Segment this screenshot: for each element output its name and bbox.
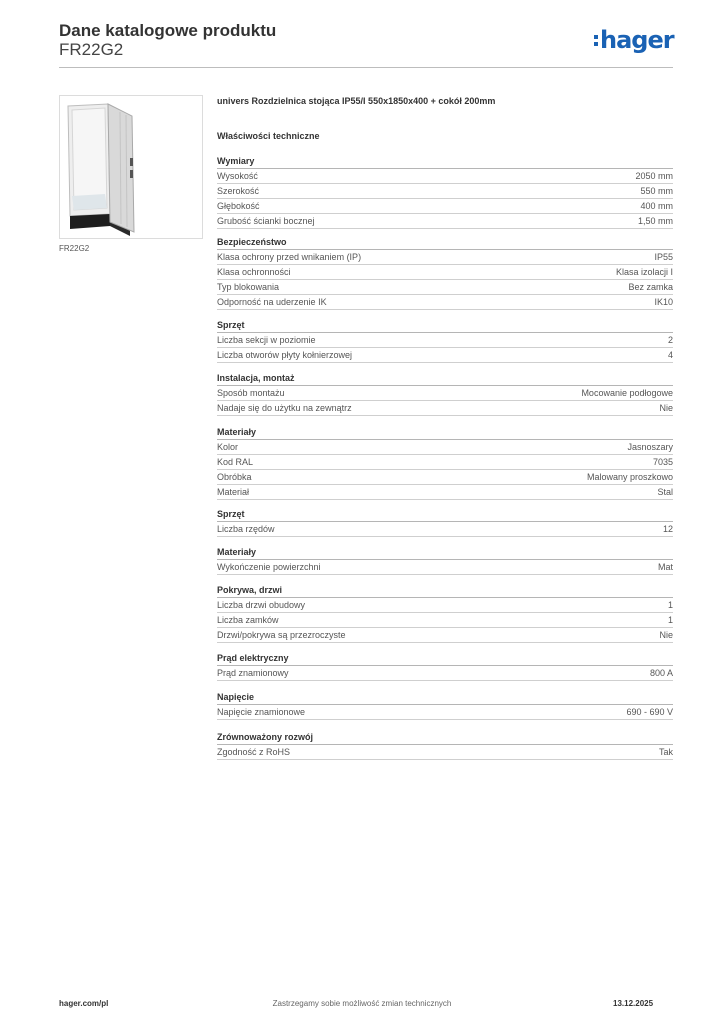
spec-value: 7035 bbox=[652, 457, 673, 467]
spec-row bbox=[217, 214, 673, 229]
section-title: Zrównoważony rozwój bbox=[217, 731, 673, 745]
spec-section bbox=[217, 691, 673, 720]
spec-section bbox=[217, 155, 673, 229]
spec-label: Prąd znamionowy bbox=[217, 668, 289, 678]
section-title: Wymiary bbox=[217, 155, 673, 169]
spec-label: Typ blokowania bbox=[217, 282, 280, 292]
properties-heading: Właściwości techniczne bbox=[217, 131, 320, 141]
spec-row bbox=[217, 485, 673, 500]
spec-row bbox=[217, 199, 673, 214]
spec-value: 400 mm bbox=[640, 201, 673, 211]
spec-label: Odporność na uderzenie IK bbox=[217, 297, 327, 307]
spec-label: Napięcie znamionowe bbox=[217, 707, 306, 717]
footer-website-link[interactable]: hager.com/pl bbox=[59, 999, 109, 1008]
spec-value: 800 A bbox=[649, 668, 673, 678]
spec-section bbox=[217, 652, 673, 681]
spec-row bbox=[217, 705, 673, 720]
logo-dots-icon bbox=[594, 35, 598, 46]
spec-section bbox=[217, 508, 673, 537]
spec-value: Stal bbox=[657, 487, 673, 497]
spec-section bbox=[217, 236, 673, 310]
spec-value: Klasa izolacji I bbox=[615, 267, 673, 277]
spec-label: Głębokość bbox=[217, 201, 260, 211]
spec-label: Kolor bbox=[217, 442, 239, 452]
spec-row bbox=[217, 560, 673, 575]
spec-row bbox=[217, 250, 673, 265]
section-title: Prąd elektryczny bbox=[217, 652, 673, 666]
spec-value: Malowany proszkowo bbox=[586, 472, 673, 482]
spec-value: Mat bbox=[657, 562, 673, 572]
spec-label: Klasa ochrony przed wnikaniem (IP) bbox=[217, 252, 362, 262]
image-caption: FR22G2 bbox=[59, 244, 90, 253]
spec-row bbox=[217, 598, 673, 613]
spec-label: Liczba otworów płyty kołnierzowej bbox=[217, 350, 353, 360]
spec-value: 1 bbox=[667, 600, 673, 610]
spec-section bbox=[217, 372, 673, 416]
product-description: univers Rozdzielnica stojąca IP55/I 550x1850x400 + cokół 200mm bbox=[217, 96, 496, 106]
spec-row bbox=[217, 455, 673, 470]
spec-label: Kod RAL bbox=[217, 457, 254, 467]
footer-date: 13.12.2025 bbox=[613, 999, 654, 1008]
spec-value: 1,50 mm bbox=[637, 216, 673, 226]
spec-row bbox=[217, 295, 673, 310]
spec-label: Drzwi/pokrywa są przezroczyste bbox=[217, 630, 346, 640]
spec-label: Liczba drzwi obudowy bbox=[217, 600, 306, 610]
section-title: Bezpieczeństwo bbox=[217, 236, 673, 250]
spec-value: 550 mm bbox=[640, 186, 673, 196]
spec-value: Nie bbox=[659, 630, 673, 640]
spec-label: Nadaje się do użytku na zewnątrz bbox=[217, 403, 352, 413]
cabinet-illustration-icon bbox=[60, 96, 202, 238]
spec-label: Zgodność z RoHS bbox=[217, 747, 291, 757]
section-title: Pokrywa, drzwi bbox=[217, 584, 673, 598]
spec-row bbox=[217, 169, 673, 184]
spec-value: Jasnoszary bbox=[627, 442, 673, 452]
spec-row bbox=[217, 522, 673, 537]
spec-label: Liczba sekcji w poziomie bbox=[217, 335, 316, 345]
spec-section bbox=[217, 731, 673, 760]
spec-value: 2050 mm bbox=[635, 171, 673, 181]
spec-label: Sposób montażu bbox=[217, 388, 285, 398]
spec-row bbox=[217, 184, 673, 199]
section-title: Instalacja, montaż bbox=[217, 372, 673, 386]
spec-label: Liczba rzędów bbox=[217, 524, 275, 534]
spec-value: IP55 bbox=[654, 252, 673, 262]
spec-row bbox=[217, 348, 673, 363]
cabinet-image bbox=[59, 95, 203, 239]
spec-row bbox=[217, 280, 673, 295]
page-title: Dane katalogowe produktu bbox=[59, 21, 277, 40]
spec-value: 4 bbox=[667, 350, 673, 360]
spec-row bbox=[217, 613, 673, 628]
footer-notice: Zastrzegamy sobie możliwość zmian technicznych bbox=[272, 999, 452, 1008]
spec-section bbox=[217, 584, 673, 643]
spec-section bbox=[217, 319, 673, 363]
spec-value: Bez zamka bbox=[628, 282, 673, 292]
hager-logo[interactable] bbox=[594, 26, 674, 54]
spec-row bbox=[217, 628, 673, 643]
spec-label: Szerokość bbox=[217, 186, 260, 196]
logo-text: hager bbox=[600, 26, 674, 54]
spec-value: Mocowanie podłogowe bbox=[581, 388, 673, 398]
section-title: Sprzęt bbox=[217, 508, 673, 522]
spec-value: 2 bbox=[667, 335, 673, 345]
spec-label: Wysokość bbox=[217, 171, 258, 181]
spec-value: IK10 bbox=[654, 297, 673, 307]
section-title: Sprzęt bbox=[217, 319, 673, 333]
spec-section bbox=[217, 426, 673, 500]
spec-value: 12 bbox=[662, 524, 673, 534]
section-title: Napięcie bbox=[217, 691, 673, 705]
spec-value: 1 bbox=[667, 615, 673, 625]
spec-label: Materiał bbox=[217, 487, 250, 497]
spec-row bbox=[217, 333, 673, 348]
section-title: Materiały bbox=[217, 426, 673, 440]
spec-label: Wykończenie powierzchni bbox=[217, 562, 321, 572]
section-title: Materiały bbox=[217, 546, 673, 560]
spec-section bbox=[217, 546, 673, 575]
spec-value: 690 - 690 V bbox=[626, 707, 673, 717]
spec-label: Grubość ścianki bocznej bbox=[217, 216, 315, 226]
spec-row bbox=[217, 440, 673, 455]
spec-label: Liczba zamków bbox=[217, 615, 279, 625]
spec-row bbox=[217, 745, 673, 760]
header-divider bbox=[59, 67, 673, 68]
product-code: FR22G2 bbox=[59, 40, 124, 59]
spec-row bbox=[217, 666, 673, 681]
spec-value: Nie bbox=[659, 403, 673, 413]
spec-label: Klasa ochronności bbox=[217, 267, 291, 277]
spec-row bbox=[217, 401, 673, 416]
spec-row bbox=[217, 470, 673, 485]
spec-row bbox=[217, 265, 673, 280]
spec-label: Obróbka bbox=[217, 472, 252, 482]
spec-row bbox=[217, 386, 673, 401]
spec-value: Tak bbox=[658, 747, 673, 757]
